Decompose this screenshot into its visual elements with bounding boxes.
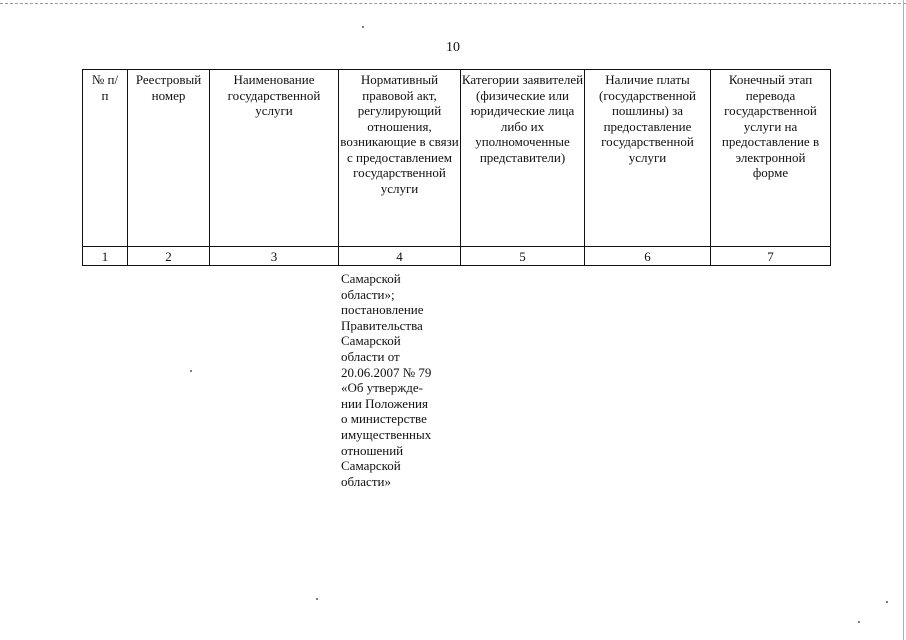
- column-numbers-row: [83, 247, 831, 266]
- continuation-line: области»;: [341, 286, 395, 302]
- continuation-line: постановление: [341, 302, 424, 318]
- header-number: № п/п: [83, 70, 128, 247]
- column-number: 1: [83, 247, 128, 266]
- continuation-line: 20.06.2007 № 79: [341, 364, 432, 380]
- continuation-line: Самарской: [341, 458, 401, 474]
- scan-speck: [858, 621, 860, 623]
- continuation-line: области»: [341, 473, 391, 489]
- scan-speck: [190, 370, 192, 372]
- continuation-line: области от: [341, 348, 400, 364]
- column-number: 4: [339, 247, 461, 266]
- scan-top-edge: [0, 3, 906, 4]
- header-final-stage: Конечный этап перевода государственной услуги на предоставление в электронной форме: [711, 70, 831, 247]
- continuation-line: о министерстве: [341, 411, 427, 427]
- page-number: 10: [446, 40, 460, 55]
- column-number: 3: [210, 247, 339, 266]
- column-number: 6: [585, 247, 711, 266]
- column-number: 2: [128, 247, 210, 266]
- header-registry-number: Реестровый номер: [128, 70, 210, 247]
- continuation-line: Правительства: [341, 317, 423, 333]
- continuation-line: Самарской: [341, 271, 401, 286]
- continuation-line: Самарской: [341, 333, 401, 349]
- column-number: 7: [711, 247, 831, 266]
- continuation-line: нии Положения: [341, 395, 428, 411]
- scan-speck: [886, 601, 888, 603]
- header-service-name: Наименование государственной услуги: [210, 70, 339, 247]
- header-fee: Наличие платы (государственной пошлины) за предоставление государственной услуги: [585, 70, 711, 247]
- scan-speck: [362, 26, 364, 28]
- header-legal-act: Нормативный правовой акт, регулирующий отношения, возникающие в связи с предоставлением государственной услуги: [339, 70, 461, 247]
- scan-speck: [316, 598, 318, 600]
- continuation-line: имущественных: [341, 426, 432, 442]
- header-applicant-categories: Категории заявителей (физические или юридические лица либо их уполномоченные представители): [461, 70, 585, 247]
- column-number: 5: [461, 247, 585, 266]
- table-header-row: [83, 70, 831, 247]
- continuation-line: отношений: [341, 442, 404, 458]
- continuation-line: «Об утвержде-: [341, 380, 423, 396]
- scan-right-edge: [903, 0, 904, 640]
- legal-act-continuation: [341, 271, 461, 489]
- services-table: [82, 69, 831, 266]
